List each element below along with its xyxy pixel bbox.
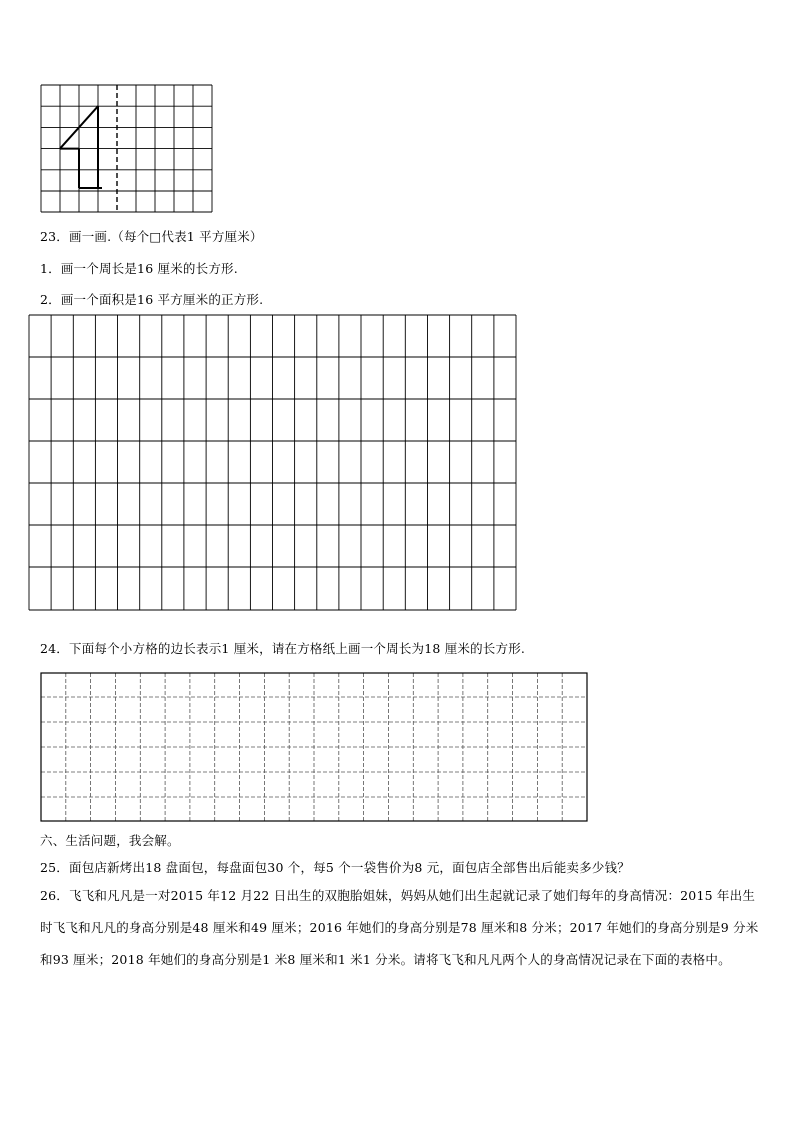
q26-text: 26．飞飞和凡凡是一对2015 年12 月22 日出生的双胞胎姐妹，妈妈从她们出生起就记录了她们每年的身高情况：2015 年出生时飞飞和凡凡的身高分别是48 厘米和49 厘米；2016 年她们的身高分别是78 厘米和8 分米；2017 年她们的身高分别是9 分米和93 厘米；2018 年她们的身高分别是1 米8 厘米和1 米1 分米。请将飞飞和凡凡两个人的身高情况记录在下面的表格中。 (40, 888, 759, 967)
q23-item-2: 2．画一个面积是16 平方厘米的正方形. (40, 292, 264, 307)
q23-drawing-grid[interactable] (28, 314, 518, 612)
q23-item-1: 1．画一个周长是16 厘米的长方形. (40, 261, 238, 276)
q24-title: 24．下面每个小方格的边长表示1 厘米，请在方格纸上画一个周长为18 厘米的长方形. (40, 641, 526, 656)
q23-title: 23．画一画.（每个□代表1 平方厘米） (40, 229, 263, 244)
symmetry-grid-figure (40, 84, 214, 214)
q25-text: 25．面包店新烤出18 盘面包，每盘面包30 个，每5 个一袋售价为8 元，面包店全部售出后能卖多少钱？ (40, 860, 630, 875)
section-6-title: 六、生活问题，我会解。 (40, 833, 180, 848)
q24-drawing-grid[interactable] (40, 672, 590, 824)
half-figure (60, 106, 102, 188)
